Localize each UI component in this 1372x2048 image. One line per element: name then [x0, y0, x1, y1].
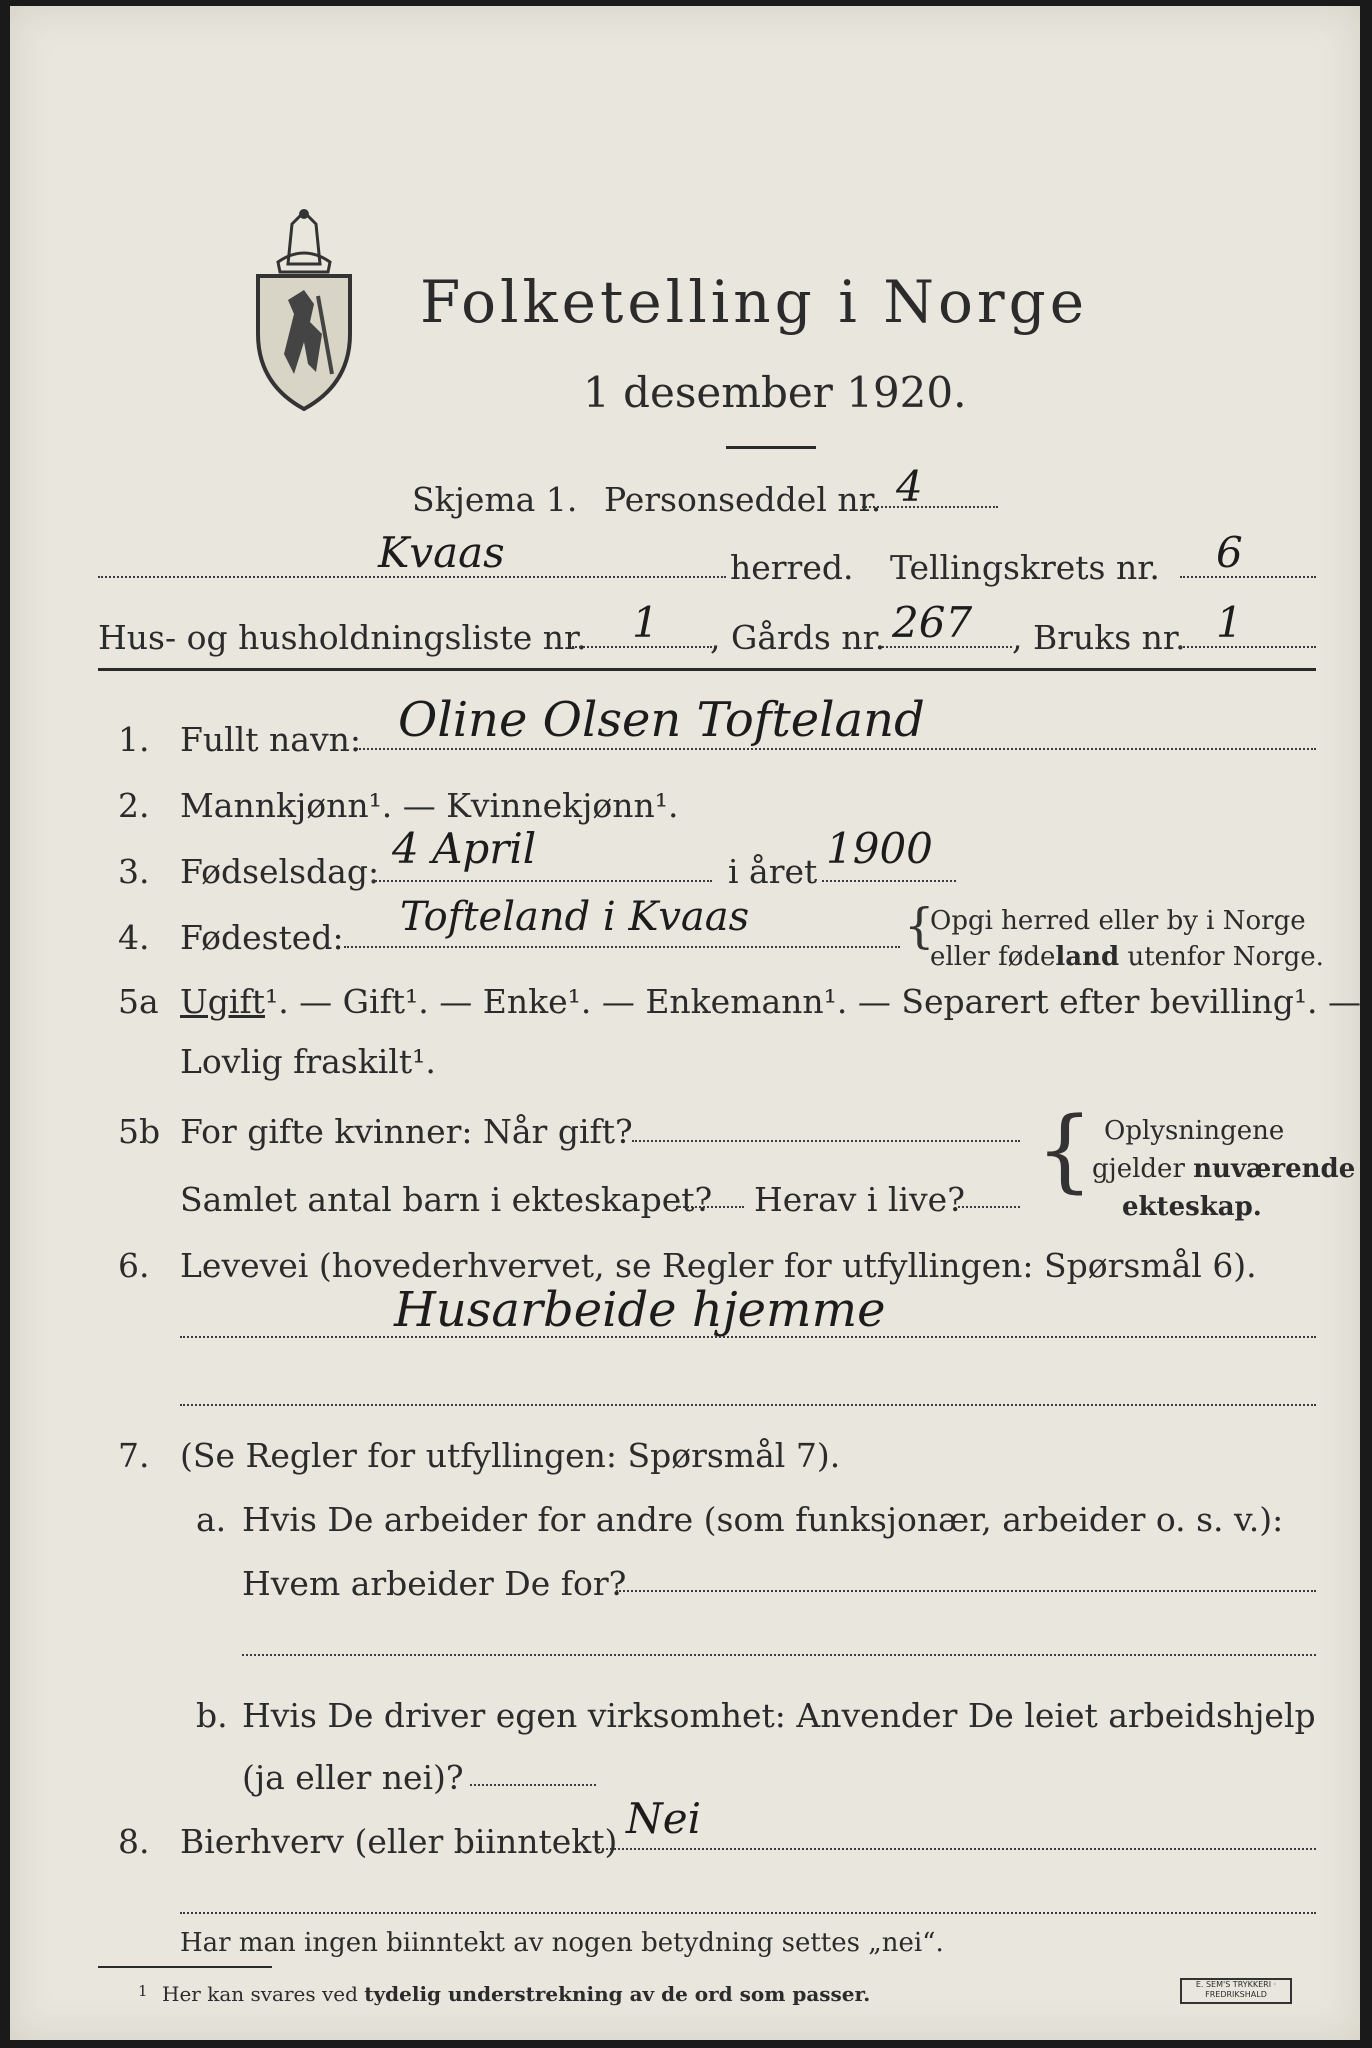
q4-label: Fødested: — [180, 918, 344, 957]
q7a-label: a. — [196, 1500, 227, 1539]
q5b-married-dots — [632, 1140, 1020, 1142]
q7a-question: Hvem arbeider De for? — [242, 1564, 627, 1603]
footnote-text: Her kan svares ved tydelig understrekning av de ord som passer. — [162, 1982, 871, 2006]
full-name-value[interactable]: Oline Olsen Tofteland — [398, 692, 925, 748]
header-rule — [98, 668, 1316, 671]
q3-year-label: i året — [728, 852, 818, 891]
tellingskrets-label: Tellingskrets nr. — [890, 548, 1160, 587]
q5b-note-2: gjelder nuværende — [1092, 1154, 1356, 1184]
q1-number: 1. — [118, 720, 150, 759]
gards-value[interactable]: 267 — [892, 598, 973, 647]
footnote-rule — [98, 1966, 272, 1968]
q4-note-2: eller fødeland utenfor Norge. — [930, 942, 1324, 972]
tellingskrets-value[interactable]: 6 — [1216, 528, 1243, 577]
ugift-option[interactable]: Ugift — [180, 982, 265, 1021]
q8-dots-2 — [180, 1912, 1316, 1914]
gender-options[interactable]: Mannkjønn¹. — Kvinnekjønn¹. — [180, 786, 679, 825]
q2-number: 2. — [118, 786, 150, 825]
q7a-text: Hvis De arbeider for andre (som funksjonær, arbeider o. s. v.): — [242, 1500, 1284, 1539]
census-form-page — [10, 6, 1360, 2040]
q7-number: 7. — [118, 1436, 150, 1475]
side-income-value[interactable]: Nei — [626, 1794, 702, 1843]
tellingskrets-dots — [1180, 576, 1316, 578]
printer-stamp: E. SEM'S TRYKKERI · FREDRIKSHALD — [1180, 1978, 1292, 2004]
herred-label: herred. — [730, 548, 854, 587]
q6-text: Levevei (hovederhvervet, se Regler for utfyllingen: Spørsmål 6). — [180, 1246, 1257, 1285]
q7b-label: b. — [196, 1696, 228, 1735]
q5b-note-1: Oplysningene — [1104, 1116, 1285, 1146]
birthdate-value[interactable]: 4 April — [392, 824, 537, 873]
bruks-label: , Bruks nr. — [1012, 618, 1186, 657]
q5b-line2a: Samlet antal barn i ekteskapet? — [180, 1180, 713, 1219]
herred-value[interactable]: Kvaas — [378, 528, 505, 577]
q5a-number: 5a — [118, 982, 159, 1021]
hus-label: Hus- og husholdningsliste nr. — [98, 618, 587, 657]
q4-note-1: Opgi herred eller by i Norge — [930, 906, 1306, 936]
q3-label: Fødselsdag: — [180, 852, 380, 891]
birth-year-value[interactable]: 1900 — [826, 824, 933, 873]
form-date: 1 desember 1920. — [583, 368, 967, 417]
bruks-value[interactable]: 1 — [1216, 598, 1243, 647]
q5b-line1: For gifte kvinner: Når gift? — [180, 1112, 633, 1151]
title-divider — [726, 446, 816, 449]
q6-number: 6. — [118, 1246, 150, 1285]
q1-label: Fullt navn: — [180, 720, 361, 759]
q8-dots-1 — [598, 1848, 1316, 1850]
q3-number: 3. — [118, 852, 150, 891]
footnote-number: 1 — [138, 1982, 148, 2000]
hus-value[interactable]: 1 — [632, 598, 659, 647]
footer-note: Har man ingen biinntekt av nogen betydning settes „nei“. — [180, 1928, 944, 1958]
q8-label: Bierhverv (eller biinntekt) — [180, 1822, 618, 1861]
personseddel-dots — [862, 506, 998, 508]
q1-dots — [356, 748, 1316, 750]
q8-number: 8. — [118, 1822, 150, 1861]
q7a-dots-2 — [242, 1654, 1316, 1656]
q5b-line2b: Herav i live? — [754, 1180, 965, 1219]
personseddel-value[interactable]: 4 — [896, 462, 923, 511]
q5b-brace: { — [1036, 1098, 1094, 1203]
bruks-dots — [1180, 646, 1316, 648]
q4-number: 4. — [118, 918, 150, 957]
q7-text: (Se Regler for utfyllingen: Spørsmål 7). — [180, 1436, 841, 1475]
q5b-number: 5b — [118, 1112, 161, 1151]
q4-brace: { — [904, 898, 935, 954]
q6-dots-1 — [180, 1336, 1316, 1338]
q3-year-dots — [822, 880, 956, 882]
marital-status-options[interactable]: Ugift¹. — Gift¹. — Enke¹. — Enkemann¹. — Separert efter bevilling¹. — — [180, 982, 1362, 1021]
q5b-alive-dots — [958, 1206, 1020, 1208]
q7b-dots — [470, 1784, 596, 1786]
birthplace-value[interactable]: Tofteland i Kvaas — [400, 894, 750, 940]
marital-status-options-line2[interactable]: Lovlig fraskilt¹. — [180, 1042, 436, 1081]
q7a-dots-1 — [616, 1590, 1316, 1592]
q3-dots — [372, 880, 712, 882]
q6-dots-2 — [180, 1404, 1316, 1406]
form-title: Folketelling i Norge — [420, 268, 1089, 336]
gards-label: , Gårds nr. — [710, 618, 886, 657]
coat-of-arms-icon — [248, 204, 360, 414]
q7b-question: (ja eller nei)? — [242, 1758, 464, 1797]
q4-dots — [344, 946, 900, 948]
skjema-label: Skjema 1. — [412, 480, 578, 519]
q5b-children-dots — [676, 1206, 744, 1208]
q7b-text: Hvis De driver egen virksomhet: Anvender De leiet arbeidshjelp — [242, 1696, 1316, 1735]
personseddel-label: Personseddel nr. — [604, 480, 882, 519]
q5b-note-3: ekteskap. — [1122, 1192, 1262, 1222]
occupation-value[interactable]: Husarbeide hjemme — [394, 1282, 886, 1338]
